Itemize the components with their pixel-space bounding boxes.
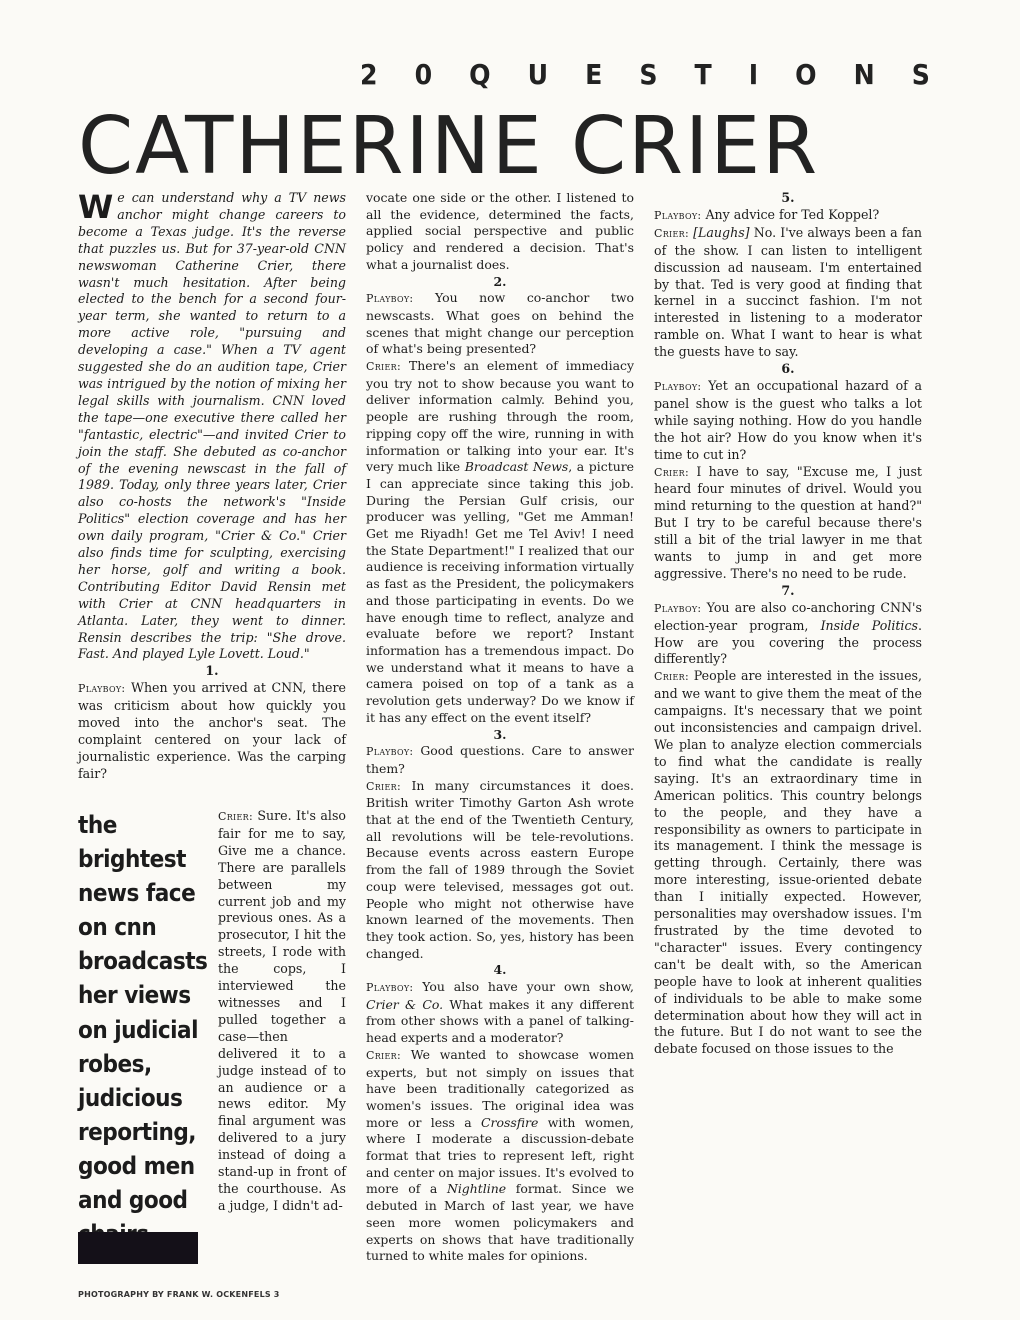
question-text: Any advice for Ted Koppel? (705, 206, 880, 222)
headline: CATHERINE CRIER (78, 100, 820, 192)
drop-cap: W (78, 188, 114, 226)
question-text: Yet an occupational hazard of a panel show is the guest who talks a lot while saying nothing. How do you handle the hot air? How do you know when it's time to cut in? (654, 377, 922, 462)
pull-quote-line: reporting, (78, 1117, 196, 1146)
question-number: 6. (781, 361, 795, 377)
question-number: 7. (781, 582, 795, 598)
answer-text: There's an element of immediacy you try not to show because you want to deliver information calmly. Behind you, people are rushing through the room, ripping copy off the wire, running in with information or talking into your ear. It's very much like (366, 358, 634, 475)
question-text: . How are you covering the process differently? (654, 617, 922, 667)
speaker-label: Crier: (366, 1048, 401, 1062)
speaker-label: Crier: (218, 810, 253, 823)
question-4 (366, 979, 634, 1047)
intro-paragraph (78, 190, 346, 663)
kicker-letter: U (527, 58, 549, 91)
question-text: You also have your own show, (422, 979, 634, 995)
question-number: 1. (205, 663, 219, 679)
kicker-letter: 2 (360, 58, 378, 91)
question-5 (654, 207, 922, 225)
answer-text: People are interested in the issues, and we want to give them the meat of the campaigns. It's necessary that we point out inconsistencies and campaign drivel. We plan to analyze election commercials to find what the candidate is really saying. It's an extraordinary time in American politics. This country belongs to the people, and they have a responsibility as owners to participate in its management. I think the message is getting through. Certainly, there was more interesting, issue-oriented debate than I initially expected. However, personalities may overshadow issues. I'm frustrated by the time devoted to "character" issues. Every contingency can't be dealt with, so the American people have to look at inherent qualities of individuals to be able to make some determination about how they will act in the future. But I do not want to see the debate focused on those issues to the (654, 668, 922, 1057)
kicker-letter: S (911, 58, 930, 91)
kicker-letter: T (694, 58, 712, 91)
series-kicker (360, 58, 930, 98)
pull-quote-line: news face (78, 879, 196, 908)
speaker-label: Crier: (654, 226, 689, 240)
question-3 (366, 743, 634, 777)
question-number: 2. (493, 273, 507, 289)
pull-quote-line: the brightest (78, 811, 186, 874)
answer-5 (654, 225, 922, 361)
pull-quote-bar (78, 1232, 198, 1264)
answer-text: Sure. It's also fair for me to say, Give me a chance. There are parallels between my current job and my previous ones. As a prosecutor, I hit the streets, I rode with the cops, I interviewed the witnesses and I pulled together a case—then delivered it to a judge instead of to an audience or a news editor. My final argument was delivered to a jury instead of doing a stand-up in front of the courthouse. As a judge, I didn't ad- (218, 808, 346, 1213)
question-text: You now co-anchor two newscasts. What goes on behind the scenes that might change our perception of what's being presented? (366, 290, 634, 357)
speaker-label: Crier: (366, 360, 401, 374)
answer-italic: [Laughs] (693, 224, 750, 240)
answer-text: with women, where I moderate a discussion-debate format that tries to represent left, right and center on major issues. It's evolved to more of a (366, 1114, 634, 1197)
kicker-letter: S (639, 58, 658, 91)
answer-3 (366, 778, 634, 963)
question-text: When you arrived at CNN, there was criticism about how quickly you moved into the anchor's seat. The complaint centered on your lack of journalistic experience. Was the carping fair? (78, 680, 346, 781)
question-italic: Inside Politics (820, 617, 918, 633)
question-number: 3. (493, 726, 507, 742)
pull-quote-line: on cnn (78, 913, 157, 942)
pull-quote-line: good men (78, 1151, 195, 1180)
pull-quote-line: broadcasts (78, 947, 208, 976)
answer-4 (366, 1047, 634, 1265)
answer-italic: Nightline (446, 1181, 507, 1197)
photo-credit: PHOTOGRAPHY BY FRANK W. OCKENFELS 3 (78, 1290, 280, 1299)
question-1 (78, 680, 346, 782)
speaker-label: Playboy: (366, 745, 414, 759)
answer-6 (654, 464, 922, 583)
question-number: 4. (493, 962, 507, 978)
kicker-letter: 0 (414, 58, 433, 91)
answer-text: , a picture I can appreciate since taking this job. During the Persian Gulf crisis, our producer was yelling, "Get me Amman! Get me Riyadh! Get me Tel Aviv! I need the State Department!" I realized that our audience is receiving information virtually as fast as the President, the policymakers and those participating in events. Do we have enough time to reflect, analyze and evaluate before we report? Instant information has a tremendous impact. Do we understand what it means to have a camera poised on top of a tank as a revolution gets underway? Do we know if it has any effect on the event itself? (366, 459, 635, 725)
speaker-label: Playboy: (654, 379, 702, 393)
speaker-label: Crier: (366, 779, 401, 793)
question-2 (366, 290, 634, 358)
answer-1-continued: vocate one side or the other. I listened to all the evidence, determined the facts, applied social perspective and public policy and rendered a decision. That's what a journalist does. (366, 190, 634, 272)
answer-text: In many circumstances it does. British writer Timothy Garton Ash wrote that at the end of the Twentieth Century, all revolutions will be tele-revolutions. Because events across eastern Europe from the fall of 1989 through the Soviet coup were televised, messages got out. People who might not otherwise have known learned of the movements. Then they took action. So, yes, history has been changed. (366, 777, 634, 961)
answer-text: format. Since we debuted in March of last year, we have seen more women policymakers and experts on shows that have traditionally turned to white males for opinions. (366, 1181, 634, 1264)
pull-quote-line: judicious (78, 1083, 183, 1112)
speaker-label: Playboy: (654, 208, 702, 222)
column-3 (654, 190, 922, 1058)
question-italic: Crier & Co. (366, 996, 444, 1012)
answer-2 (366, 358, 634, 726)
pull-quote-line: and good (78, 1186, 188, 1215)
speaker-label: Crier: (654, 670, 689, 684)
answer-text: I have to say, "Excuse me, I just heard four minutes of drivel. Would you mind returning to the question at hand?" But I try to be careful because there's still a bit of the trial lawyer in me that wants to jump in and get more aggressive. There's no need to be rude. (654, 463, 922, 581)
column-2 (366, 190, 634, 1265)
question-7 (654, 600, 922, 669)
kicker-letter: O (795, 58, 817, 91)
answer-1-narrow (218, 808, 346, 1215)
question-text: Good questions. Care to answer them? (366, 743, 634, 776)
answer-text: No. I've always been a fan of the show. I can listen to intelligent discussion ad nauseam. I'm entertained by that. Ted is very good at finding that kernel in a succinct fashion. I'm not interested in listening to a moderator ramble on. What I want to hear is what the guests have to say. (654, 224, 922, 360)
intro-text: e can understand why a TV news anchor might change careers to become a Texas judge. It's the reverse that puzzles us. But for 37-year-old CNN newswoman Catherine Crier, there wasn't much hesitation. After being elected to the bench for a second four-year term, she wanted to return to a more active role, "pursuing and developing a case." When a TV agent suggested she do an audition tape, Crier was intrigued by the notion of mixing her legal skills with journalism. CNN loved the tape—one executive there called her "fantastic, electric"—and invited Crier to join the staff. She debuted as co-anchor of the evening newscast in the fall of 1989. Today, only three years later, Crier also co-hosts the network's "Inside Politics" election coverage and has her own daily program, "Crier & Co." Crier also finds time for sculpting, exercising her horse, golf and writing a book. Contributing Editor David Rensin met with Crier at CNN headquarters in Atlanta. Later, they went to dinner. Rensin describes the trip: "She drove. Fast. And played Lyle Lovett. Loud." (78, 190, 346, 662)
kicker-letter: I (748, 58, 759, 91)
answer-7 (654, 668, 922, 1058)
kicker-letter: Q (469, 58, 491, 91)
pull-quote-line: robes, (78, 1049, 152, 1078)
answer-italic: Crossfire (481, 1114, 539, 1130)
kicker-letter: N (853, 58, 875, 91)
speaker-label: Playboy: (366, 981, 414, 995)
pull-quote-line: her views (78, 981, 191, 1010)
answer-italic: Broadcast News (464, 459, 569, 475)
question-text: You are also co-anchoring CNN's election-year program, (654, 599, 922, 633)
column-1 (78, 190, 346, 783)
speaker-label: Playboy: (78, 682, 126, 696)
speaker-label: Playboy: (654, 601, 702, 615)
question-number: 5. (781, 190, 795, 205)
pull-quote (78, 808, 208, 1251)
question-text: What makes it any different from other shows with a panel of talking-head experts and a moderator? (366, 996, 634, 1046)
pull-quote-line: on judicial (78, 1015, 198, 1044)
answer-text: We wanted to showcase women experts, but not simply on issues that have been traditionally categorized as women's issues. The original idea was more or less a (366, 1046, 634, 1130)
speaker-label: Playboy: (366, 292, 414, 306)
speaker-label: Crier: (654, 465, 689, 479)
kicker-letter: E (585, 58, 603, 91)
question-6 (654, 378, 922, 464)
